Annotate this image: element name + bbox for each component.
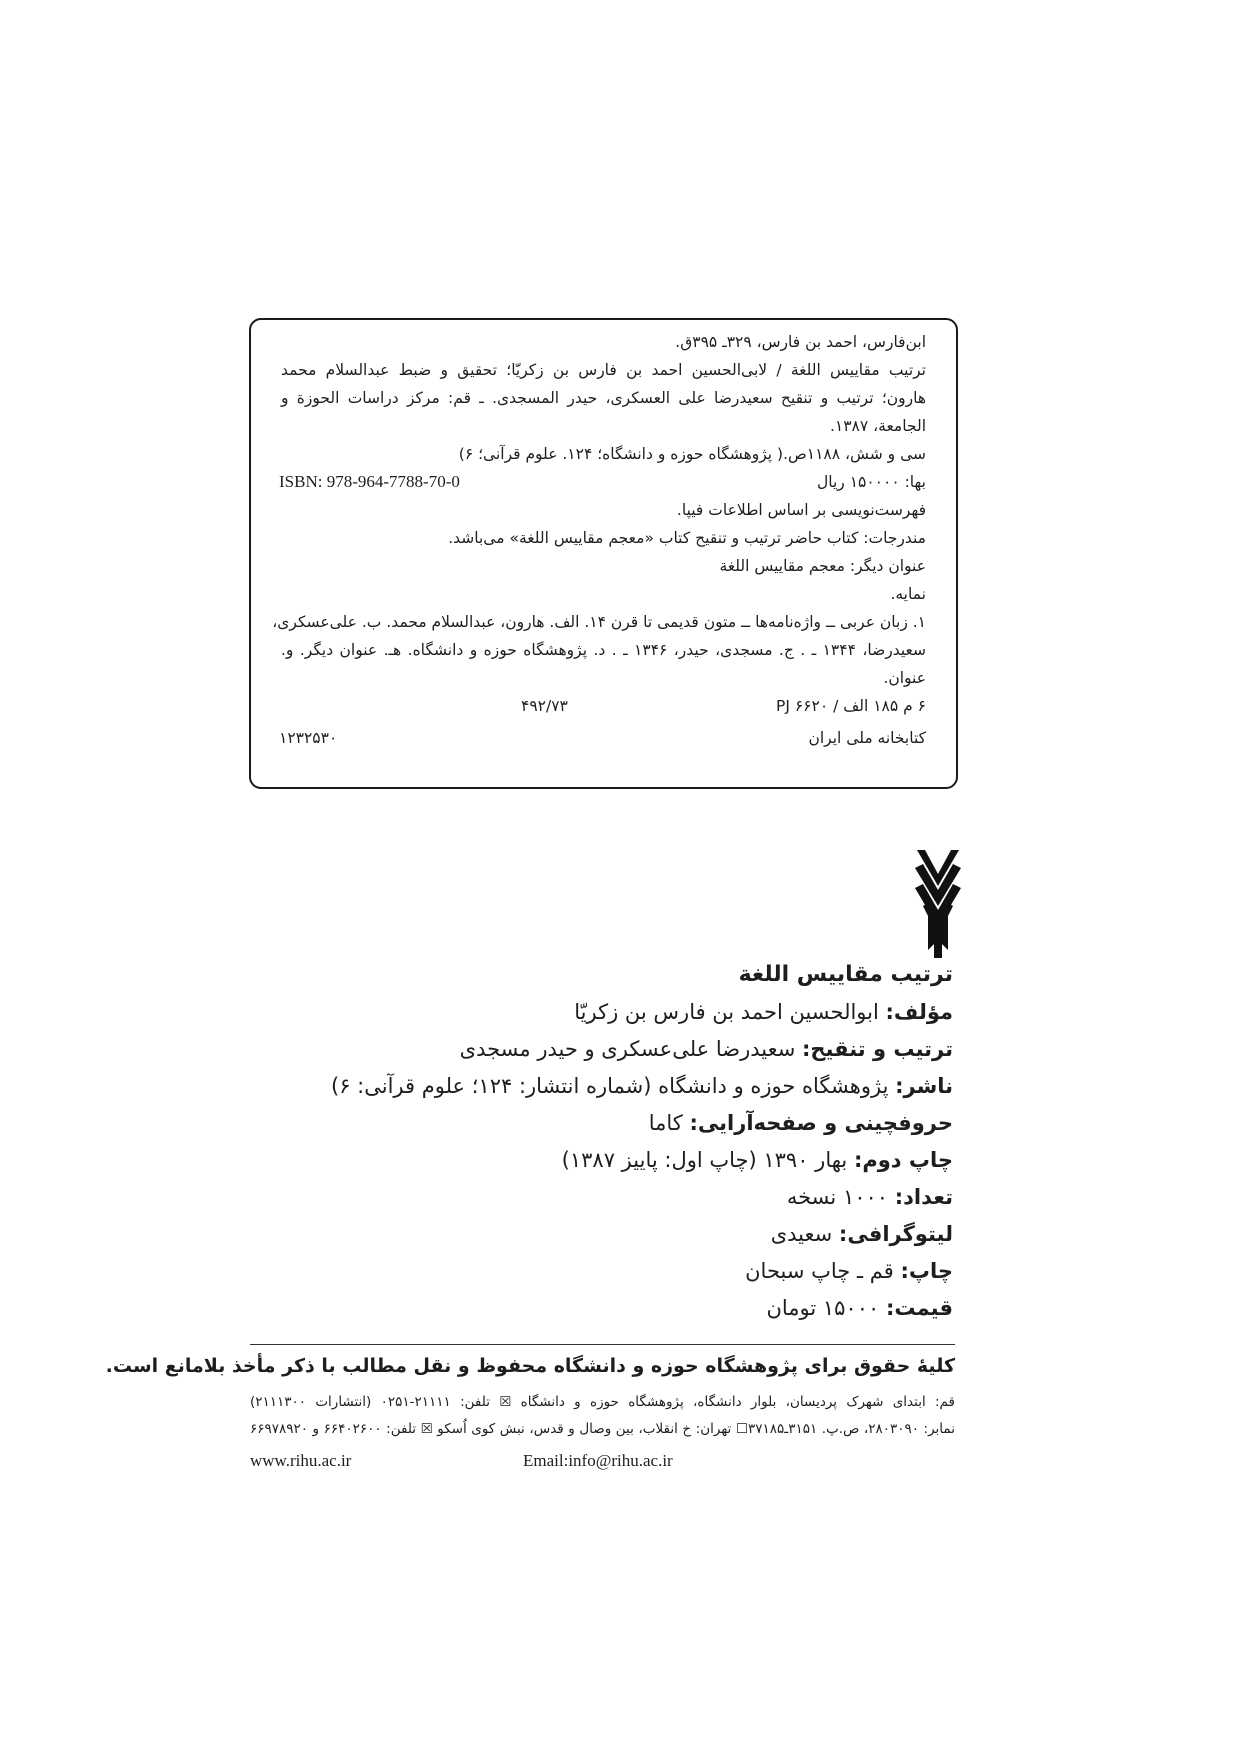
cataloging-box bbox=[249, 318, 958, 789]
publisher-label: ناشر: bbox=[895, 1074, 953, 1098]
edition-label: چاپ دوم: bbox=[853, 1148, 953, 1172]
cat-line-imprint: هارون؛ ترتیب و تنقیح سعیدرضا علی العسکری، حیدر المسجدی. ـ قم: مرکز دراسات الحوزة و bbox=[281, 389, 926, 407]
credit-count bbox=[787, 1182, 953, 1212]
cat-line-collation: سی و شش، ۱۱۸۸ص.( پژوهشگاه حوزه و دانشگاه؛ ۱۲۴. علوم قرآنی؛ ۶) bbox=[458, 445, 926, 463]
cat-line-library: کتابخانه ملی ایران bbox=[808, 729, 926, 747]
credit-litho bbox=[771, 1219, 953, 1249]
cat-line-dewey: ۴۹۲/۷۳ bbox=[521, 697, 568, 715]
cat-line-fipa: فهرست‌نویسی بر اساس اطلاعات فیپا. bbox=[676, 501, 926, 519]
editor-value: سعیدرضا علی‌عسکری و حیدر مسجدی bbox=[459, 1037, 796, 1061]
cat-line-classification: ۶ م ۱۸۵ الف / ۶۶۲۰ PJ bbox=[775, 697, 926, 715]
author-value: ابوالحسین احمد بن فارس بن زکریّا bbox=[574, 1000, 879, 1024]
credit-editor bbox=[460, 1034, 953, 1064]
cost-value: ۱۵۰۰۰ تومان bbox=[766, 1296, 880, 1320]
cost-label: قیمت: bbox=[885, 1296, 953, 1320]
address-tehran: نمابر: ۲۸۰۳۰۹۰، ص.پ. ۳۱۵۱ـ۳۷۱۸۵☐ تهران: خ انقلاب، بین وصال و قدس، نبش کوی اُسکو ☒ تلفن: ۶۶۴۰۲۶۰۰ و ۶۶۹۷۸۹۲۰ bbox=[250, 1421, 955, 1437]
cat-line-price: بها: ۱۵۰۰۰۰ ریال bbox=[816, 473, 926, 491]
editor-label: ترتیب و تنقیح: bbox=[802, 1037, 953, 1061]
print-label: چاپ: bbox=[900, 1259, 953, 1283]
litho-label: لیتوگرافی: bbox=[838, 1222, 953, 1246]
cat-line-author: ابن‌فارس، احمد بن فارس، ۳۲۹ـ ۳۹۵ق. bbox=[675, 333, 926, 351]
email-link[interactable]: Email:info@rihu.ac.ir bbox=[523, 1451, 673, 1470]
cat-line-library-number: ۱۲۳۲۵۳۰ bbox=[279, 729, 338, 747]
cat-line-other-title: عنوان دیگر: معجم مقاییس اللغة bbox=[719, 557, 926, 575]
count-label: تعداد: bbox=[894, 1185, 953, 1209]
rihu-logo-icon bbox=[915, 850, 961, 958]
isbn: ISBN: 978-964-7788-70-0 bbox=[279, 472, 460, 491]
typesetting-value: کاما bbox=[648, 1111, 683, 1135]
litho-value: سعیدی bbox=[770, 1222, 833, 1246]
cat-line-title: ترتیب مقاییس اللغة / لابی‌الحسین احمد بن فارس بن زکریّا؛ تحقیق و ضبط عبدالسلام محمد bbox=[281, 361, 926, 379]
address-qom: قم: ابتدای شهرک پردیسان، بلوار دانشگاه، پژوهشگاه حوزه و دانشگاه ☒ تلفن: ۲۱۱۱۱-۰۲۵۱ (انتشارات ۲۱۱۱۳۰۰) bbox=[250, 1394, 955, 1410]
cat-line-subjects-cont: سعیدرضا، ۱۳۴۴ ـ . ج. مسجدی، حیدر، ۱۳۴۶ ـ . د. پژوهشگاه حوزه و دانشگاه. هـ. عنوان دیگر. و. bbox=[281, 641, 926, 659]
cat-line-imprint-cont: الجامعة، ۱۳۸۷. bbox=[829, 417, 926, 435]
credit-publisher bbox=[331, 1071, 953, 1101]
copyright-notice: کلیهٔ حقوق برای پژوهشگاه حوزه و دانشگاه محفوظ و نقل مطالب با ذکر مأخذ بلامانع است. bbox=[105, 1355, 955, 1377]
publisher-value: پژوهشگاه حوزه و دانشگاه (شماره انتشار: ۱۲۴؛ علوم قرآنی: ۶) bbox=[331, 1074, 889, 1098]
credit-cost bbox=[766, 1293, 953, 1323]
credit-print bbox=[745, 1256, 953, 1286]
cat-line-subjects: ۱. زبان عربی ــ واژه‌نامه‌ها ــ متون قدیمی تا قرن ۱۴. الف. هارون، عبدالسلام محمد. ب. علی‌عسکری، bbox=[272, 613, 926, 631]
website-link[interactable]: www.rihu.ac.ir bbox=[250, 1451, 352, 1470]
print-value: قم ـ چاپ سبحان bbox=[745, 1259, 894, 1283]
author-label: مؤلف: bbox=[885, 1000, 953, 1024]
cat-line-contents: مندرجات: کتاب حاضر ترتیب و تنقیح کتاب «معجم مقاییس اللغة» می‌باشد. bbox=[448, 529, 926, 547]
edition-value: بهار ۱۳۹۰ (چاپ اول: پاییز ۱۳۸۷) bbox=[561, 1148, 848, 1172]
footer-divider bbox=[250, 1344, 955, 1345]
book-title: ترتیب مقاییس اللغة bbox=[738, 962, 953, 987]
cat-line-subjects-end: عنوان. bbox=[883, 669, 926, 687]
count-value: ۱۰۰۰ نسخه bbox=[786, 1185, 889, 1209]
cat-line-index: نمایه. bbox=[890, 585, 926, 603]
typesetting-label: حروفچینی و صفحه‌آرایی: bbox=[689, 1111, 953, 1135]
credit-edition bbox=[562, 1145, 953, 1175]
credit-author bbox=[574, 997, 953, 1027]
credit-typesetting bbox=[649, 1108, 953, 1138]
